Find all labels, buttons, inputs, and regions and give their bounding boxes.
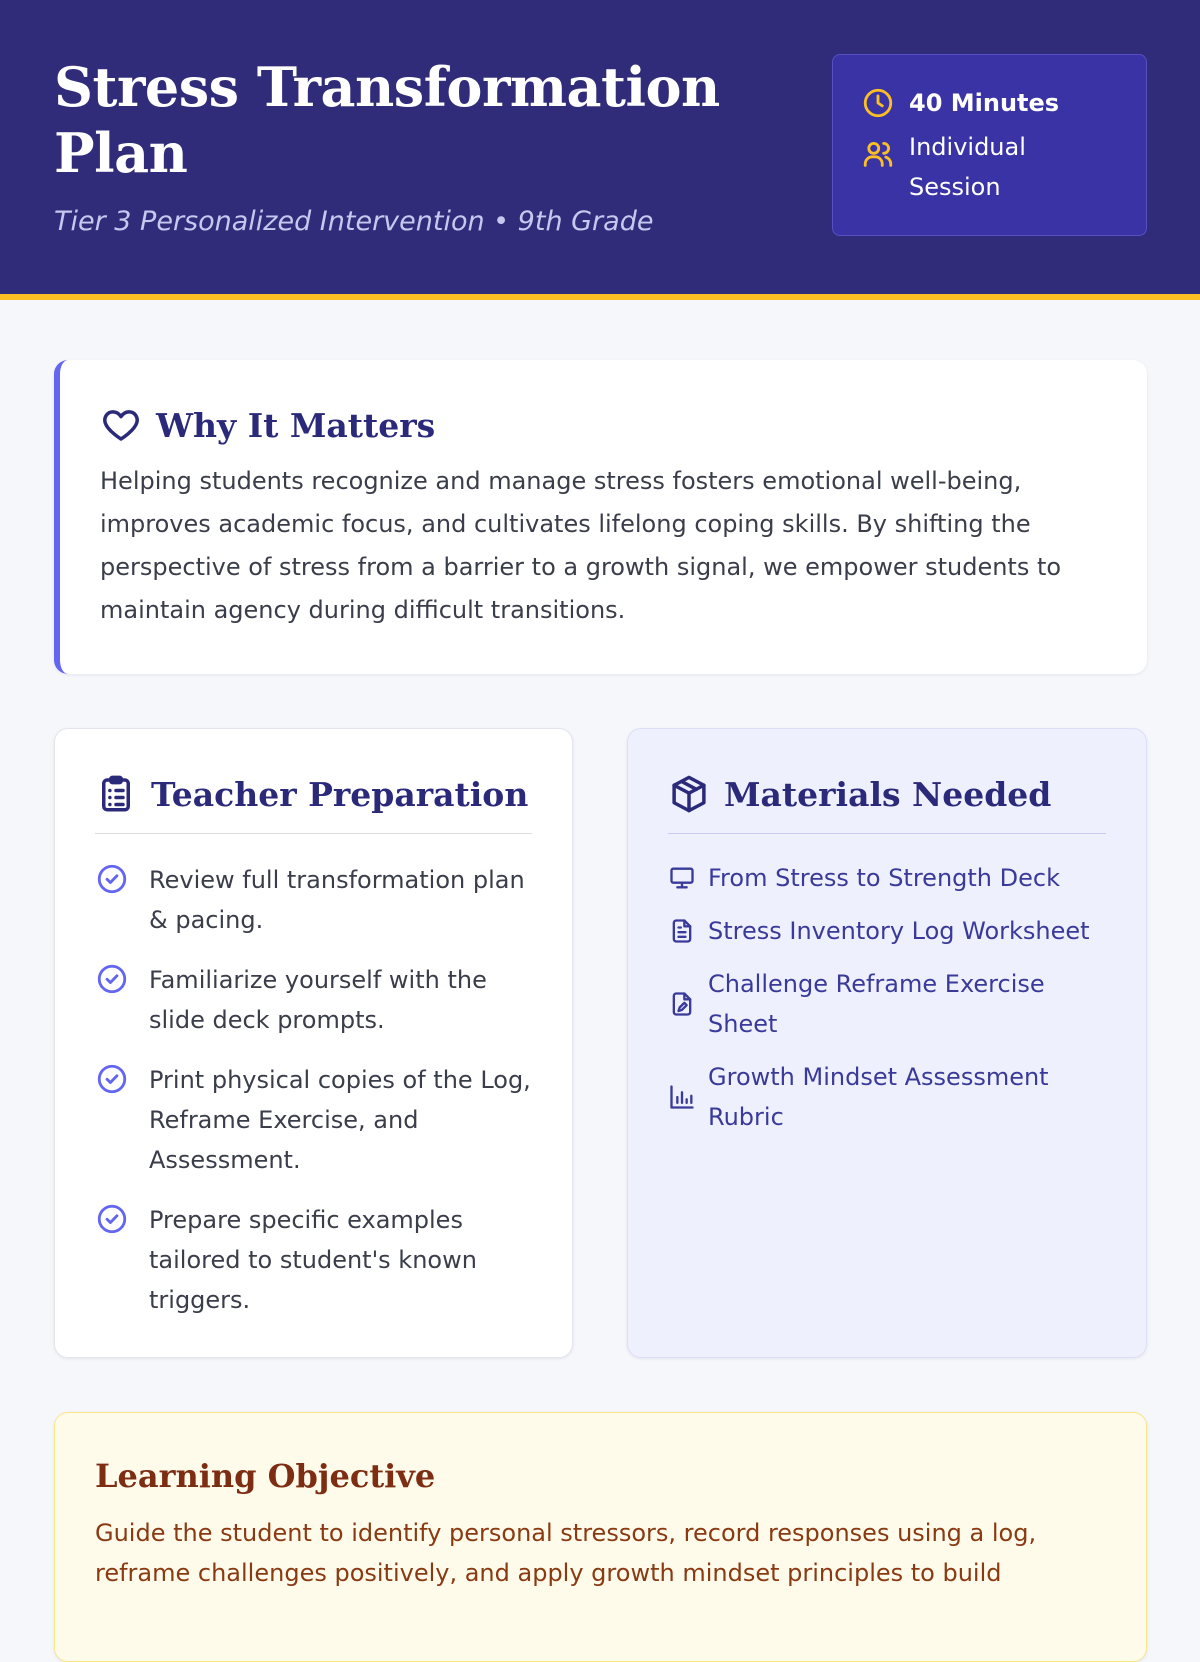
learning-objective-body: Guide the student to identify personal stressors, record responses using a log, reframe challenges positively, and apply growth mindset principles to build [95,1519,1037,1587]
package-icon [668,773,710,815]
list-item[interactable] [668,911,1106,951]
heart-icon [100,404,142,446]
preparation-list [95,860,532,1320]
bar-chart-icon [668,1083,696,1111]
clock-icon [861,86,895,120]
why-it-matters-body: Helping students recognize and manage stress fosters emotional well-being, improves academic focus, and cultivates lifelong coping skills. By shifting the perspective of stress from a barrier to a growth signal, we empower students to maintain agency during difficult transitions. [100,467,1062,624]
session-type-label: Individual Session [909,133,1026,201]
session-type-row [861,127,1061,207]
list-item-text: Familiarize yourself with the slide deck prompts. [149,966,487,1034]
list-item-text: Print physical copies of the Log, Reframe Exercise, and Assessment. [149,1066,531,1174]
list-item[interactable] [668,964,1106,1044]
file-edit-icon [668,990,696,1018]
check-circle-icon [95,1062,129,1096]
list-item-text: Stress Inventory Log Worksheet [708,917,1090,945]
duration-row [861,83,1118,123]
list-item [95,960,532,1040]
page-title: Stress Transformation Plan [54,55,720,185]
page-header [0,0,1200,300]
learning-objective-title: Learning Objective [95,1457,436,1495]
list-item [95,1060,532,1180]
list-item[interactable] [668,1057,1106,1137]
list-item [95,860,532,940]
materials-needed-card [627,728,1147,1358]
check-circle-icon [95,962,129,996]
list-item-text: Challenge Reframe Exercise Sheet [708,970,1045,1038]
session-info-box [832,54,1147,236]
why-it-matters-card [54,360,1147,674]
check-circle-icon [95,1202,129,1236]
list-item[interactable] [668,858,1106,898]
materials-needed-title: Materials Needed [724,774,1052,814]
materials-list [668,858,1106,1137]
teacher-preparation-heading [95,773,532,834]
list-item-text: Prepare specific examples tailored to student's known triggers. [149,1206,477,1314]
materials-needed-heading [668,773,1106,834]
why-it-matters-title: Why It Matters [156,405,436,445]
teacher-preparation-title: Teacher Preparation [151,774,529,814]
list-item-text: Growth Mindset Assessment Rubric [708,1063,1049,1131]
list-item-text: Review full transformation plan & pacing. [149,866,525,934]
users-icon [861,137,895,171]
clipboard-list-icon [95,773,137,815]
presentation-icon [668,864,696,892]
list-item [95,1200,532,1320]
check-circle-icon [95,862,129,896]
teacher-preparation-card [54,728,573,1358]
page-subtitle: Tier 3 Personalized Intervention • 9th Grade [54,206,654,237]
why-it-matters-heading [100,404,1101,446]
document-icon [668,917,696,945]
learning-objective-card [54,1412,1147,1662]
list-item-text: From Stress to Strength Deck [708,864,1060,892]
duration-label: 40 Minutes [909,89,1060,117]
